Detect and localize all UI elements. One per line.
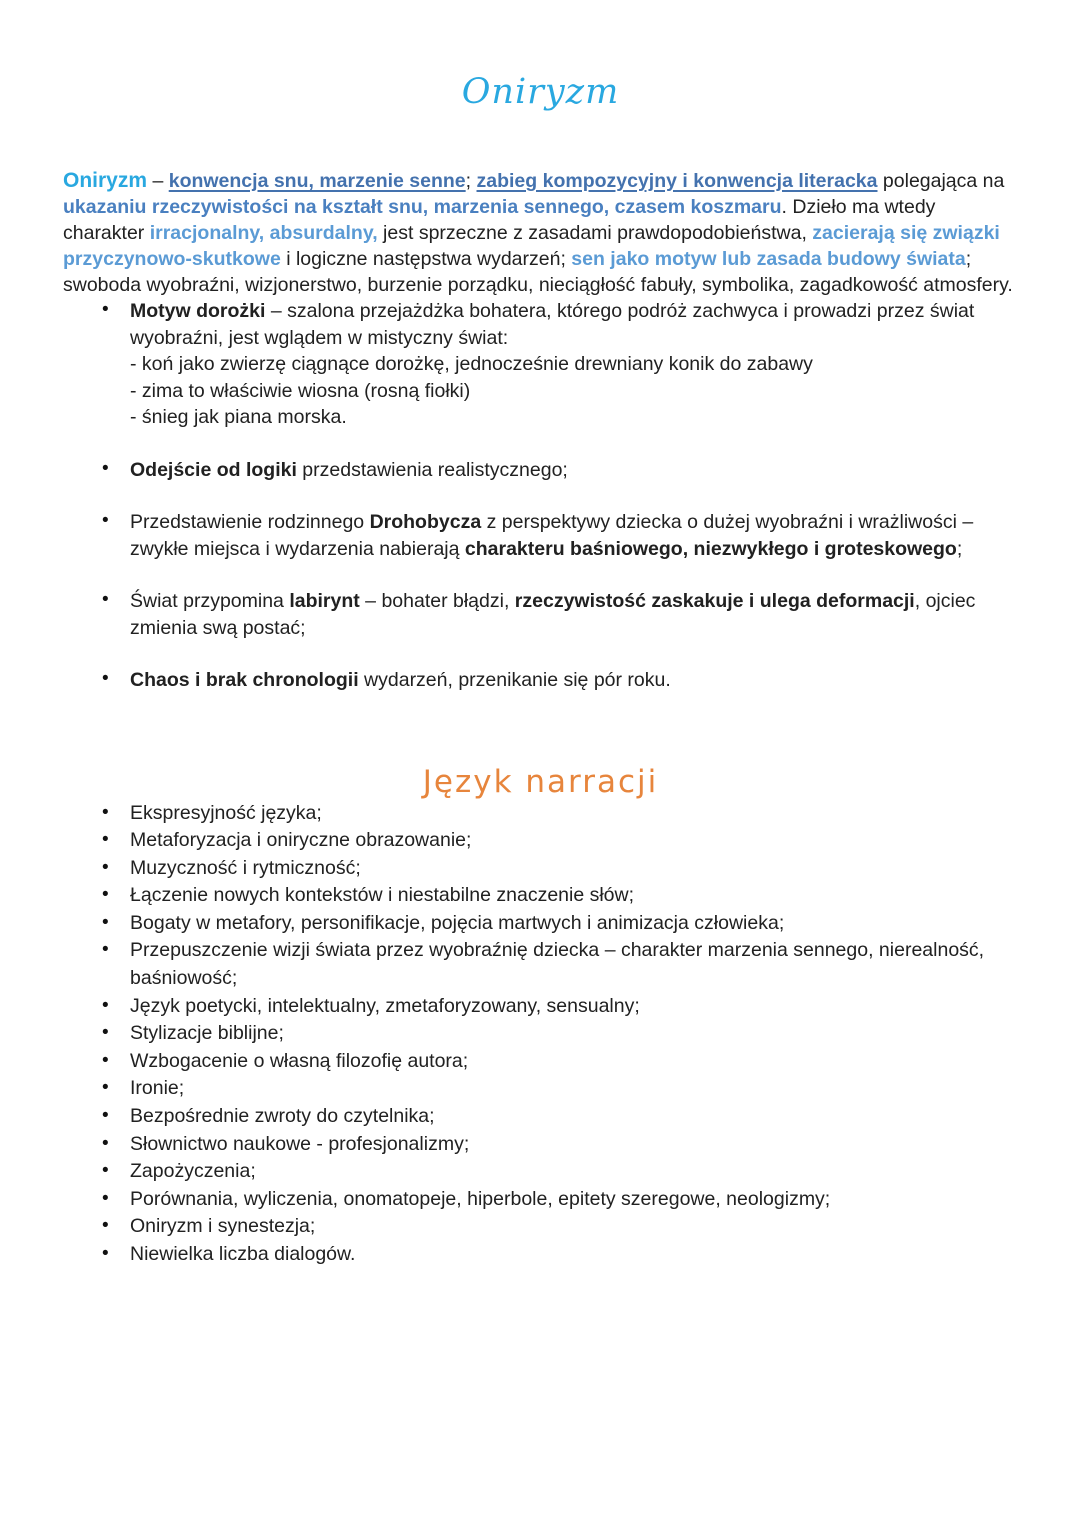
text-run-link: zabieg kompozycyjny i konwencja literacka (476, 170, 878, 192)
list-item (100, 1075, 1018, 1103)
text-run-dark: – (147, 170, 169, 192)
text-run-blue1: sen jako motyw lub zasada budowy świata (571, 248, 966, 270)
text-run-dark: Słownictwo naukowe - profesjonalizmy; (130, 1132, 470, 1155)
text-run-dark: - koń jako zwierzę ciągnące dorożkę, jednocześnie drewniany konik do zabawy (130, 353, 813, 375)
list-item (100, 298, 1018, 431)
list-item (100, 1048, 1018, 1076)
text-run-bold: Chaos i brak chronologii (130, 669, 359, 691)
text-run-bold: rzeczywistość zaskakuje i ulega deformacji (514, 590, 915, 612)
list-item (100, 588, 1018, 641)
text-run-dark: Wzbogacenie o własną filozofię autora; (130, 1049, 469, 1072)
text-run-blue1: zacierają się związki przyczynowo-skutkowe (63, 222, 1000, 270)
intro-paragraph (63, 168, 1018, 298)
list-item (100, 937, 1018, 992)
text-run-dark: - zima to właściwie wiosna (rosną fiołki) (130, 379, 471, 402)
list-item (100, 910, 1018, 938)
text-run-link: konwencja snu, marzenie senne (168, 170, 466, 192)
list-item (100, 509, 1018, 562)
text-run-dark: Oniryzm i synestezja; (130, 1215, 316, 1238)
text-run-dark: Zapożyczenia; (130, 1160, 256, 1183)
list-item (100, 855, 1018, 883)
list-item (100, 993, 1018, 1021)
list-item (100, 827, 1018, 855)
list-item (100, 1186, 1018, 1214)
text-run-dark: polegająca na (877, 170, 1005, 192)
text-run-bold: charakteru baśniowego, niezwykłego i groteskowego (464, 537, 957, 560)
narration-language-list (63, 800, 1018, 1269)
text-run-bold: Motyw dorożki (130, 300, 266, 322)
text-run-dark: . Dzieło ma wtedy charakter (63, 196, 936, 244)
text-run-blue1: irracjonalny, absurdalny, (149, 222, 378, 244)
list-item (100, 1241, 1018, 1269)
text-run-dark: Przedstawienie rodzinnego (130, 511, 370, 533)
text-run-dark: ; swoboda wyobraźni, wizjonerstwo, burzenie porządku, nieciągłość fabuły, symbolika, zagadkowość atmosfery. (63, 248, 1013, 296)
text-run-dark: Porównania, wyliczenia, onomatopeje, hiperbole, epitety szeregowe, neologizmy; (130, 1187, 831, 1210)
text-run-dark: Bezpośrednie zwroty do czytelnika; (130, 1105, 435, 1128)
text-run-dark: Metaforyzacja i oniryczne obrazowanie; (130, 829, 472, 852)
text-run-dark: Świat przypomina (130, 590, 290, 612)
list-item (100, 1213, 1018, 1241)
text-run-dark: - śnieg jak piana morska. (130, 406, 347, 428)
page-title-oniryzm: Oniryzm (461, 72, 620, 112)
text-run-bold: Drohobycza (369, 511, 482, 533)
list-item (100, 1103, 1018, 1131)
text-run-blue2: ukazaniu rzeczywistości na kształt snu, marzenia sennego, czasem koszmaru (63, 196, 782, 218)
text-run-dark: wydarzeń, przenikanie się pór roku. (358, 669, 671, 691)
list-item (100, 667, 1018, 694)
text-run-dark: , ojciec zmienia swą postać; (130, 590, 976, 639)
list-item (100, 1020, 1018, 1048)
text-run-dark: Ironie; (130, 1077, 185, 1100)
text-run-dark: ; (465, 170, 477, 192)
section-title-jezyk-narracji: Język narracji (422, 763, 659, 800)
text-run-lead: Oniryzm (63, 169, 148, 192)
text-run-dark: Muzyczność i rytmiczność; (130, 856, 361, 879)
list-item (100, 457, 1018, 484)
text-run-dark: przedstawienia realistycznego; (296, 458, 568, 481)
text-run-dark: – bohater błądzi, (359, 590, 515, 612)
text-run-dark: ; (956, 537, 963, 560)
text-run-dark: i logiczne następstwa wydarzeń; (280, 248, 572, 270)
text-run-dark: Język poetycki, intelektualny, zmetaforyzowany, sensualny; (130, 994, 640, 1017)
text-run-bold: Odejście od logiki (130, 458, 297, 481)
oniryzm-feature-list (63, 298, 1018, 694)
text-run-bold: labirynt (289, 590, 360, 612)
text-run-dark: Bogaty w metafory, personifikacje, pojęcia martwych i animizacja człowieka; (130, 911, 785, 934)
list-item (100, 882, 1018, 910)
list-item (100, 800, 1018, 828)
text-run-dark: z perspektywy dziecka o dużej wyobraźni i wrażliwości – zwykłe miejsca i wydarzenia nabierają (130, 511, 974, 560)
list-item (100, 1131, 1018, 1159)
text-run-dark: Łączenie nowych kontekstów i niestabilne znaczenie słów; (130, 884, 635, 907)
text-run-dark: Stylizacje biblijne; (130, 1022, 284, 1045)
list-item (100, 1158, 1018, 1186)
text-run-dark: Ekspresyjność języka; (130, 801, 322, 824)
text-run-dark: Przepuszczenie wizji świata przez wyobraźnię dziecka – charakter marzenia sennego, nierealność, baśniowość; (130, 939, 985, 990)
text-run-dark: Niewielka liczba dialogów. (130, 1243, 356, 1265)
text-run-dark: jest sprzeczne z zasadami prawdopodobieństwa, (377, 222, 813, 244)
text-run-dark: – szalona przejażdżka bohatera, którego podróż zachwyca i prowadzi przez świat wyobraźni, jest wglądem w mistyczny świat: (130, 300, 975, 349)
